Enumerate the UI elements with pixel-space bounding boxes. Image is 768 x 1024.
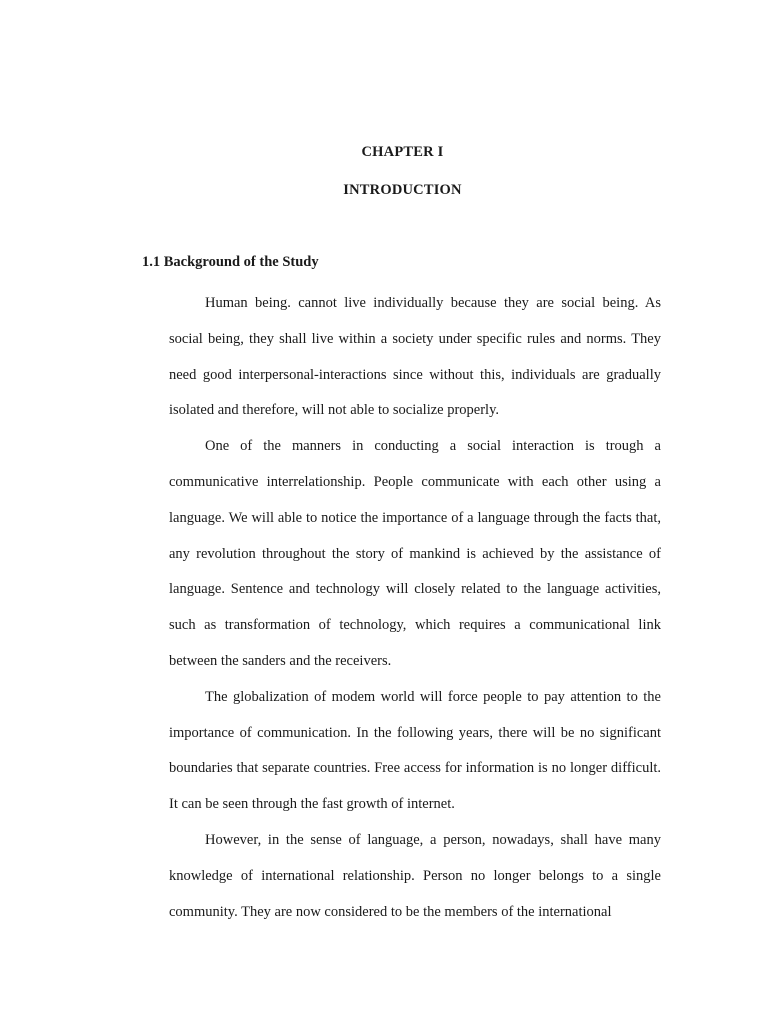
section-heading: 1.1 Background of the Study (142, 254, 319, 270)
paragraph: However, in the sense of language, a person, nowadays, shall have many knowledge of international relationship. Person no longer belongs to a single community. They are now considered to be the members of the international (169, 831, 661, 920)
body-text (169, 286, 661, 930)
paragraph: The globalization of modem world will force people to pay attention to the importance of communication. In the following years, there will be no significant boundaries that separate countries. Free access for information is no longer difficult. It can be seen through the fast growth of internet. (169, 688, 661, 813)
paragraph: Human being. cannot live individually because they are social being. As social being, they shall live within a society under specific rules and norms. They need good interpersonal-interactions since without this, individuals are gradually isolated and therefore, will not able to socialize properly. (169, 295, 661, 419)
paragraph: One of the manners in conducting a social interaction is trough a communicative interrelationship. People communicate with each other using a language. We will able to notice the importance of a language through the facts that, any revolution throughout the story of mankind is achieved by the assistance of language. Sentence and technology will closely related to the language activities, such as transformation of technology, which requires a communicational link between the sanders and the receivers. (169, 438, 661, 669)
chapter-number: CHAPTER I (361, 144, 444, 160)
chapter-title: INTRODUCTION (343, 182, 462, 198)
